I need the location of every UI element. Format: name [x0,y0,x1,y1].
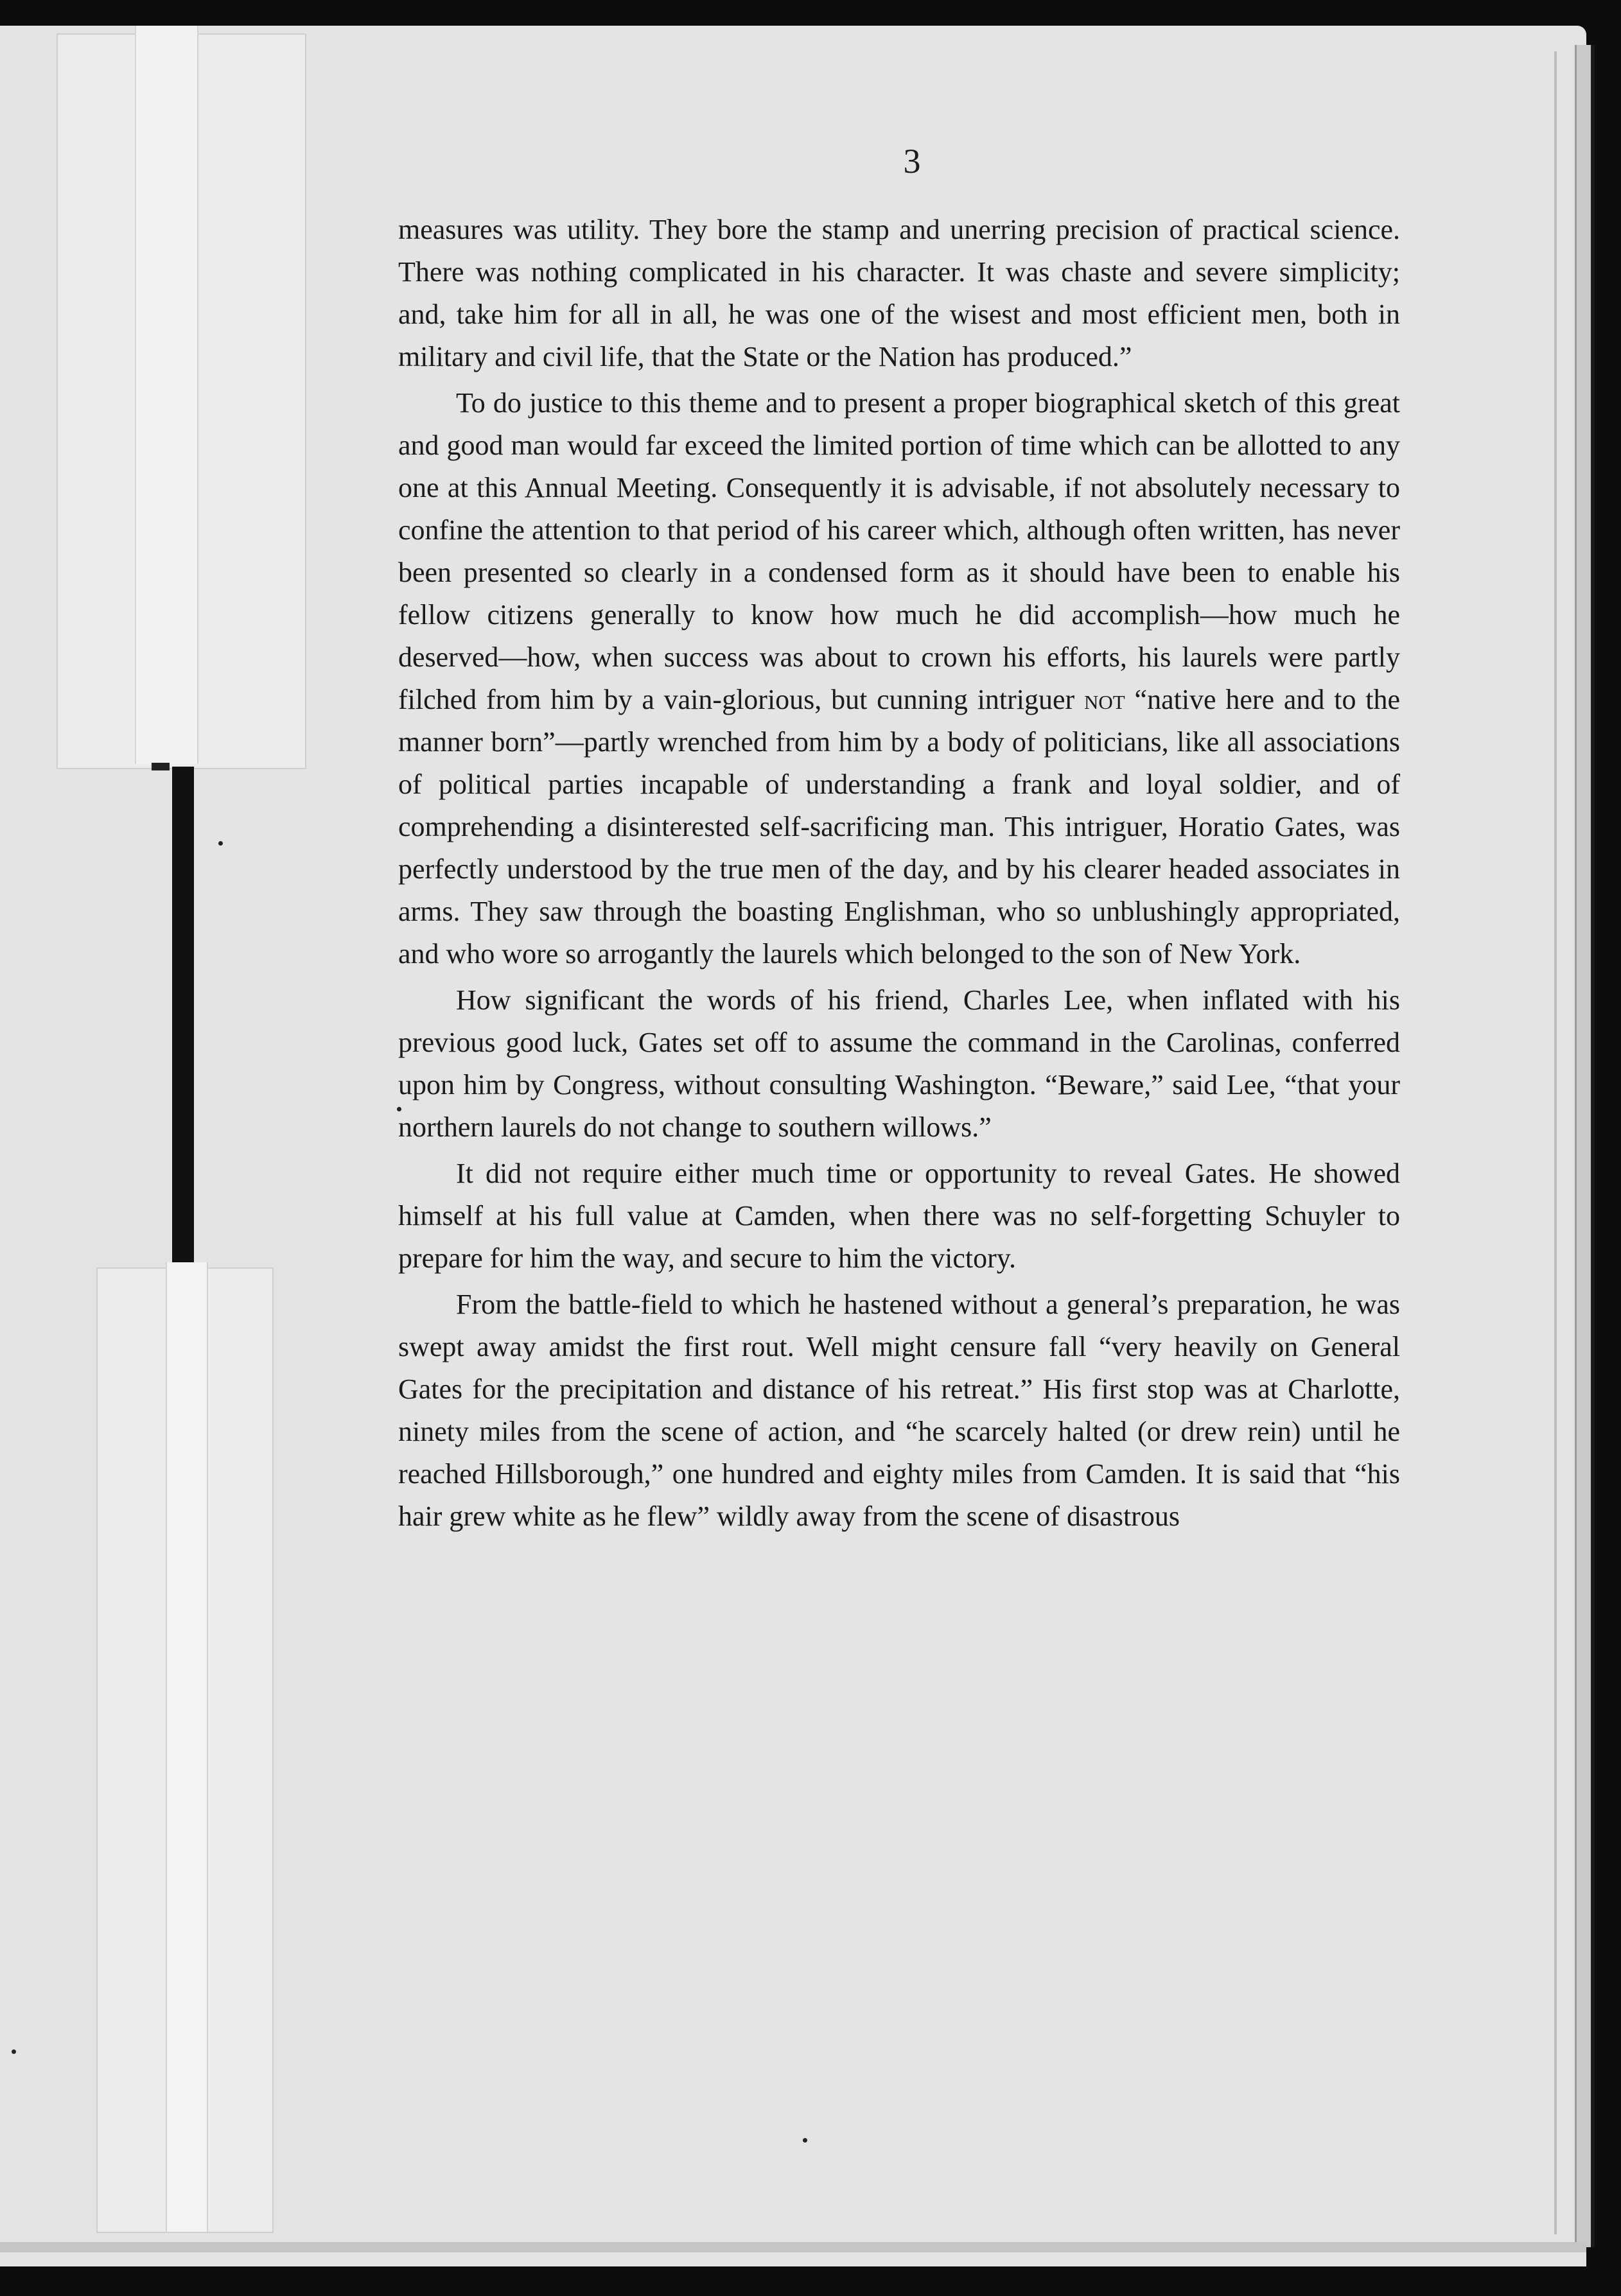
page-edge-line [1554,51,1557,2234]
speck [803,2138,807,2143]
page-edge [1575,45,1595,2247]
speck [218,841,223,846]
paragraph [398,382,1400,975]
paragraph: It did not require either much time or opportunity to reveal Gates. He showed himself at his full value at Camden, when there was no self-forgetting Schuyler to prepare for him the way, and secure to him the victory. [398,1158,1400,1274]
page-bottom-shadow [0,2242,1586,2252]
page-number: 3 [903,142,921,180]
paragraph-text: “native here and to the manner born”—partly wrenched from him by a body of politicians, like all associations of political parties incapable of understanding a frank and loyal soldier, and of comprehending a disinterested self-sacrificing man. This intriguer, Horatio Gates, was perfectly understood by the true men of the day, and by his clearer headed associates in arms. They saw through the boasting Englishman, who so unblushingly appropriated, and who wore so arrogantly the laurels which belonged to the son of New York. [398,684,1401,970]
paragraph: How significant the words of his friend, Charles Lee, when inflated with his previous good luck, Gates set off to assume the command in the Carolinas, conferred upon him by Congress, without consulting Washington. “Beware,” said Lee, “that your northern laurels do not change to southern willows.” [398,984,1400,1143]
paragraph: measures was utility. They bore the stamp and unerring precision of practical science. There was nothing complicated in his character. It was chaste and severe simplicity; and, take him for all in all, he was one of the wisest and most efficient men, both in military and civil life, that the State or the Nation has produced.” [398,214,1400,372]
paragraph: From the battle-field to which he hastened without a general’s preparation, he was swept away amidst the first rout. Well might censure fall “very heavily on General Gates for the precipitation and distance of his retreat.” His first stop was at Charlotte, ninety miles from the scene of action, and “he scarcely halted (or drew rein) until he reached Hillsborough,” one hundred and eighty miles from Camden. It is said that “his hair grew white as he flew” wildly away from the scene of disastrous [398,1289,1400,1532]
binding-strip-bottom-fold [166,1262,208,2232]
binding-strip-top-fold [135,26,198,764]
emphasis-word: not [1084,684,1125,715]
paragraph-text: To do justice to this theme and to present a proper biographical sketch of this great and good man would far exceed the limited portion of time which can be allotted to any one at this Annual Meeting. Consequently it is advisable, if not absolutely necessary to confine the attention to that period of his career which, although often written, has never been presented so clearly in a condensed form as it should have been to enable his fellow citizens generally to know how much he did accomplish—how much he deserved—how, when success was about to crown his efforts, his laurels were partly filched from him by a vain-glorious, but cunning intriguer [398,387,1400,715]
spine-notch [152,763,170,770]
speck [12,2049,16,2054]
body-text [398,209,1400,1542]
spine-line [172,767,194,1267]
